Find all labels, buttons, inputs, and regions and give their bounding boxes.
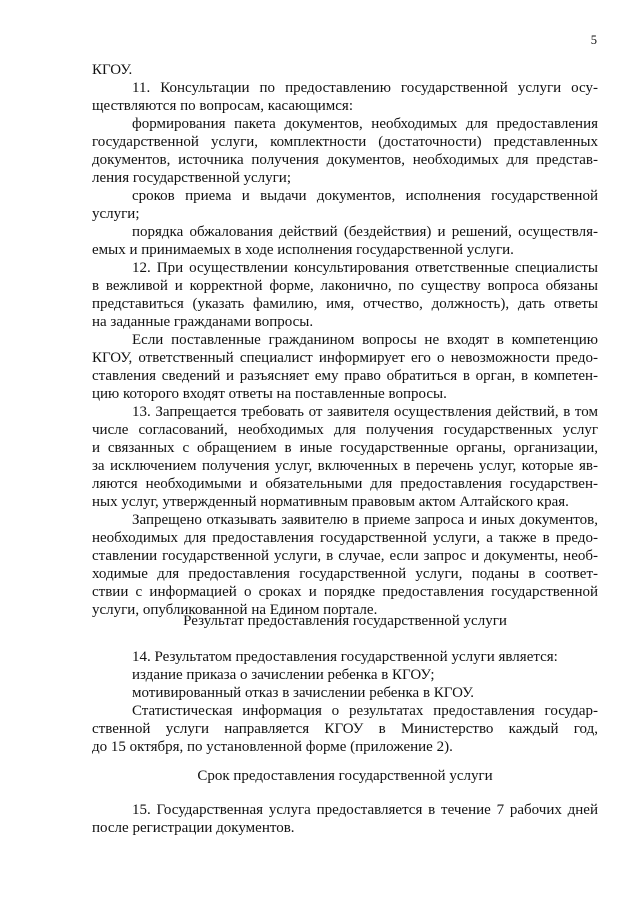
text-line: 14. Результатом предоставления государственной услуги является: bbox=[132, 649, 558, 665]
text-line: издание приказа о зачислении ребенка в КГОУ; bbox=[132, 667, 435, 683]
text-line: 12. При осуществлении консультирования ответственные специалисты bbox=[132, 260, 598, 276]
text-line: КГОУ, ответственный специалист информирует его о невозможности предо- bbox=[92, 350, 598, 366]
text-line: за исключением получения услуг, включенных в перечень услуг, которые яв- bbox=[92, 458, 598, 474]
text-line: Статистическая информация о результатах предоставления государ- bbox=[132, 703, 598, 719]
text-line: ходимые для предоставления государственной услуги, поданы в соответ- bbox=[92, 566, 598, 582]
text-line: представиться (указать фамилию, имя, отчество, должность), дать ответы bbox=[92, 296, 598, 312]
text-line: ществляются по вопросам, касающимся: bbox=[92, 98, 353, 114]
text-line: 15. Государственная услуга предоставляется в течение 7 рабочих дней bbox=[132, 802, 598, 818]
section-heading: Результат предоставления государственной услуги bbox=[183, 613, 507, 629]
text-line: услуги; bbox=[92, 206, 140, 222]
text-line: 13. Запрещается требовать от заявителя осуществления действий, в том bbox=[132, 404, 598, 420]
text-line: мотивированный отказ в зачислении ребенка в КГОУ. bbox=[132, 685, 475, 701]
text-line: формирования пакета документов, необходимых для предоставления bbox=[132, 116, 598, 132]
text-line: КГОУ. bbox=[92, 62, 133, 78]
text-line: 11. Консультации по предоставлению государственной услуги осу- bbox=[132, 80, 598, 96]
text-line: государственной услуги, комплектности (достаточности) представленных bbox=[92, 134, 598, 150]
text-line: ствии с информацией о сроках и порядке предоставления государственной bbox=[92, 584, 598, 600]
text-line: ных услуг, утвержденный нормативным правовым актом Алтайского края. bbox=[92, 494, 569, 510]
text-line: ления государственной услуги; bbox=[92, 170, 291, 186]
text-line: и связанных с обращением в иные государственные органы, организации, bbox=[92, 440, 598, 456]
text-line: необходимых для предоставления государственной услуги, а также в предо- bbox=[92, 530, 598, 546]
text-line: числе согласований, необходимых для получения государственных услуг bbox=[92, 422, 598, 438]
text-line: ляются необходимыми и обязательными для предоставления государствен- bbox=[92, 476, 598, 492]
text-line: ставлении государственной услуги, в случае, если запрос и документы, необ- bbox=[92, 548, 598, 564]
text-line: услуги, опубликованной на Едином портале. bbox=[92, 602, 378, 618]
text-line: Запрещено отказывать заявителю в приеме запроса и иных документов, bbox=[132, 512, 598, 528]
text-line: в вежливой и корректной форме, лаконично, по существу вопроса обязаны bbox=[92, 278, 598, 294]
page-number: 5 bbox=[590, 33, 597, 47]
text-line: на заданные гражданами вопросы. bbox=[92, 314, 314, 330]
text-line: ственной услуги направляется КГОУ в Министерство каждый год, bbox=[92, 721, 598, 737]
text-line: ставления сведений и разъясняет ему право обратиться в орган, в компетен- bbox=[92, 368, 598, 384]
text-line: порядка обжалования действий (бездействия) и решений, осуществля- bbox=[132, 224, 598, 240]
text-line: после регистрации документов. bbox=[92, 820, 295, 836]
section-heading: Срок предоставления государственной услуги bbox=[197, 768, 493, 784]
text-line: цию которого входят ответы на поставленные вопросы. bbox=[92, 386, 447, 402]
text-line: документов, источника получения документов, необходимых для представ- bbox=[92, 152, 598, 168]
text-line: емых и принимаемых в ходе исполнения государственной услуги. bbox=[92, 242, 514, 258]
text-line: сроков приема и выдачи документов, исполнения государственной bbox=[132, 188, 598, 204]
text-line: Если поставленные гражданином вопросы не входят в компетенцию bbox=[132, 332, 598, 348]
text-line: до 15 октября, по установленной форме (приложение 2). bbox=[92, 739, 453, 755]
